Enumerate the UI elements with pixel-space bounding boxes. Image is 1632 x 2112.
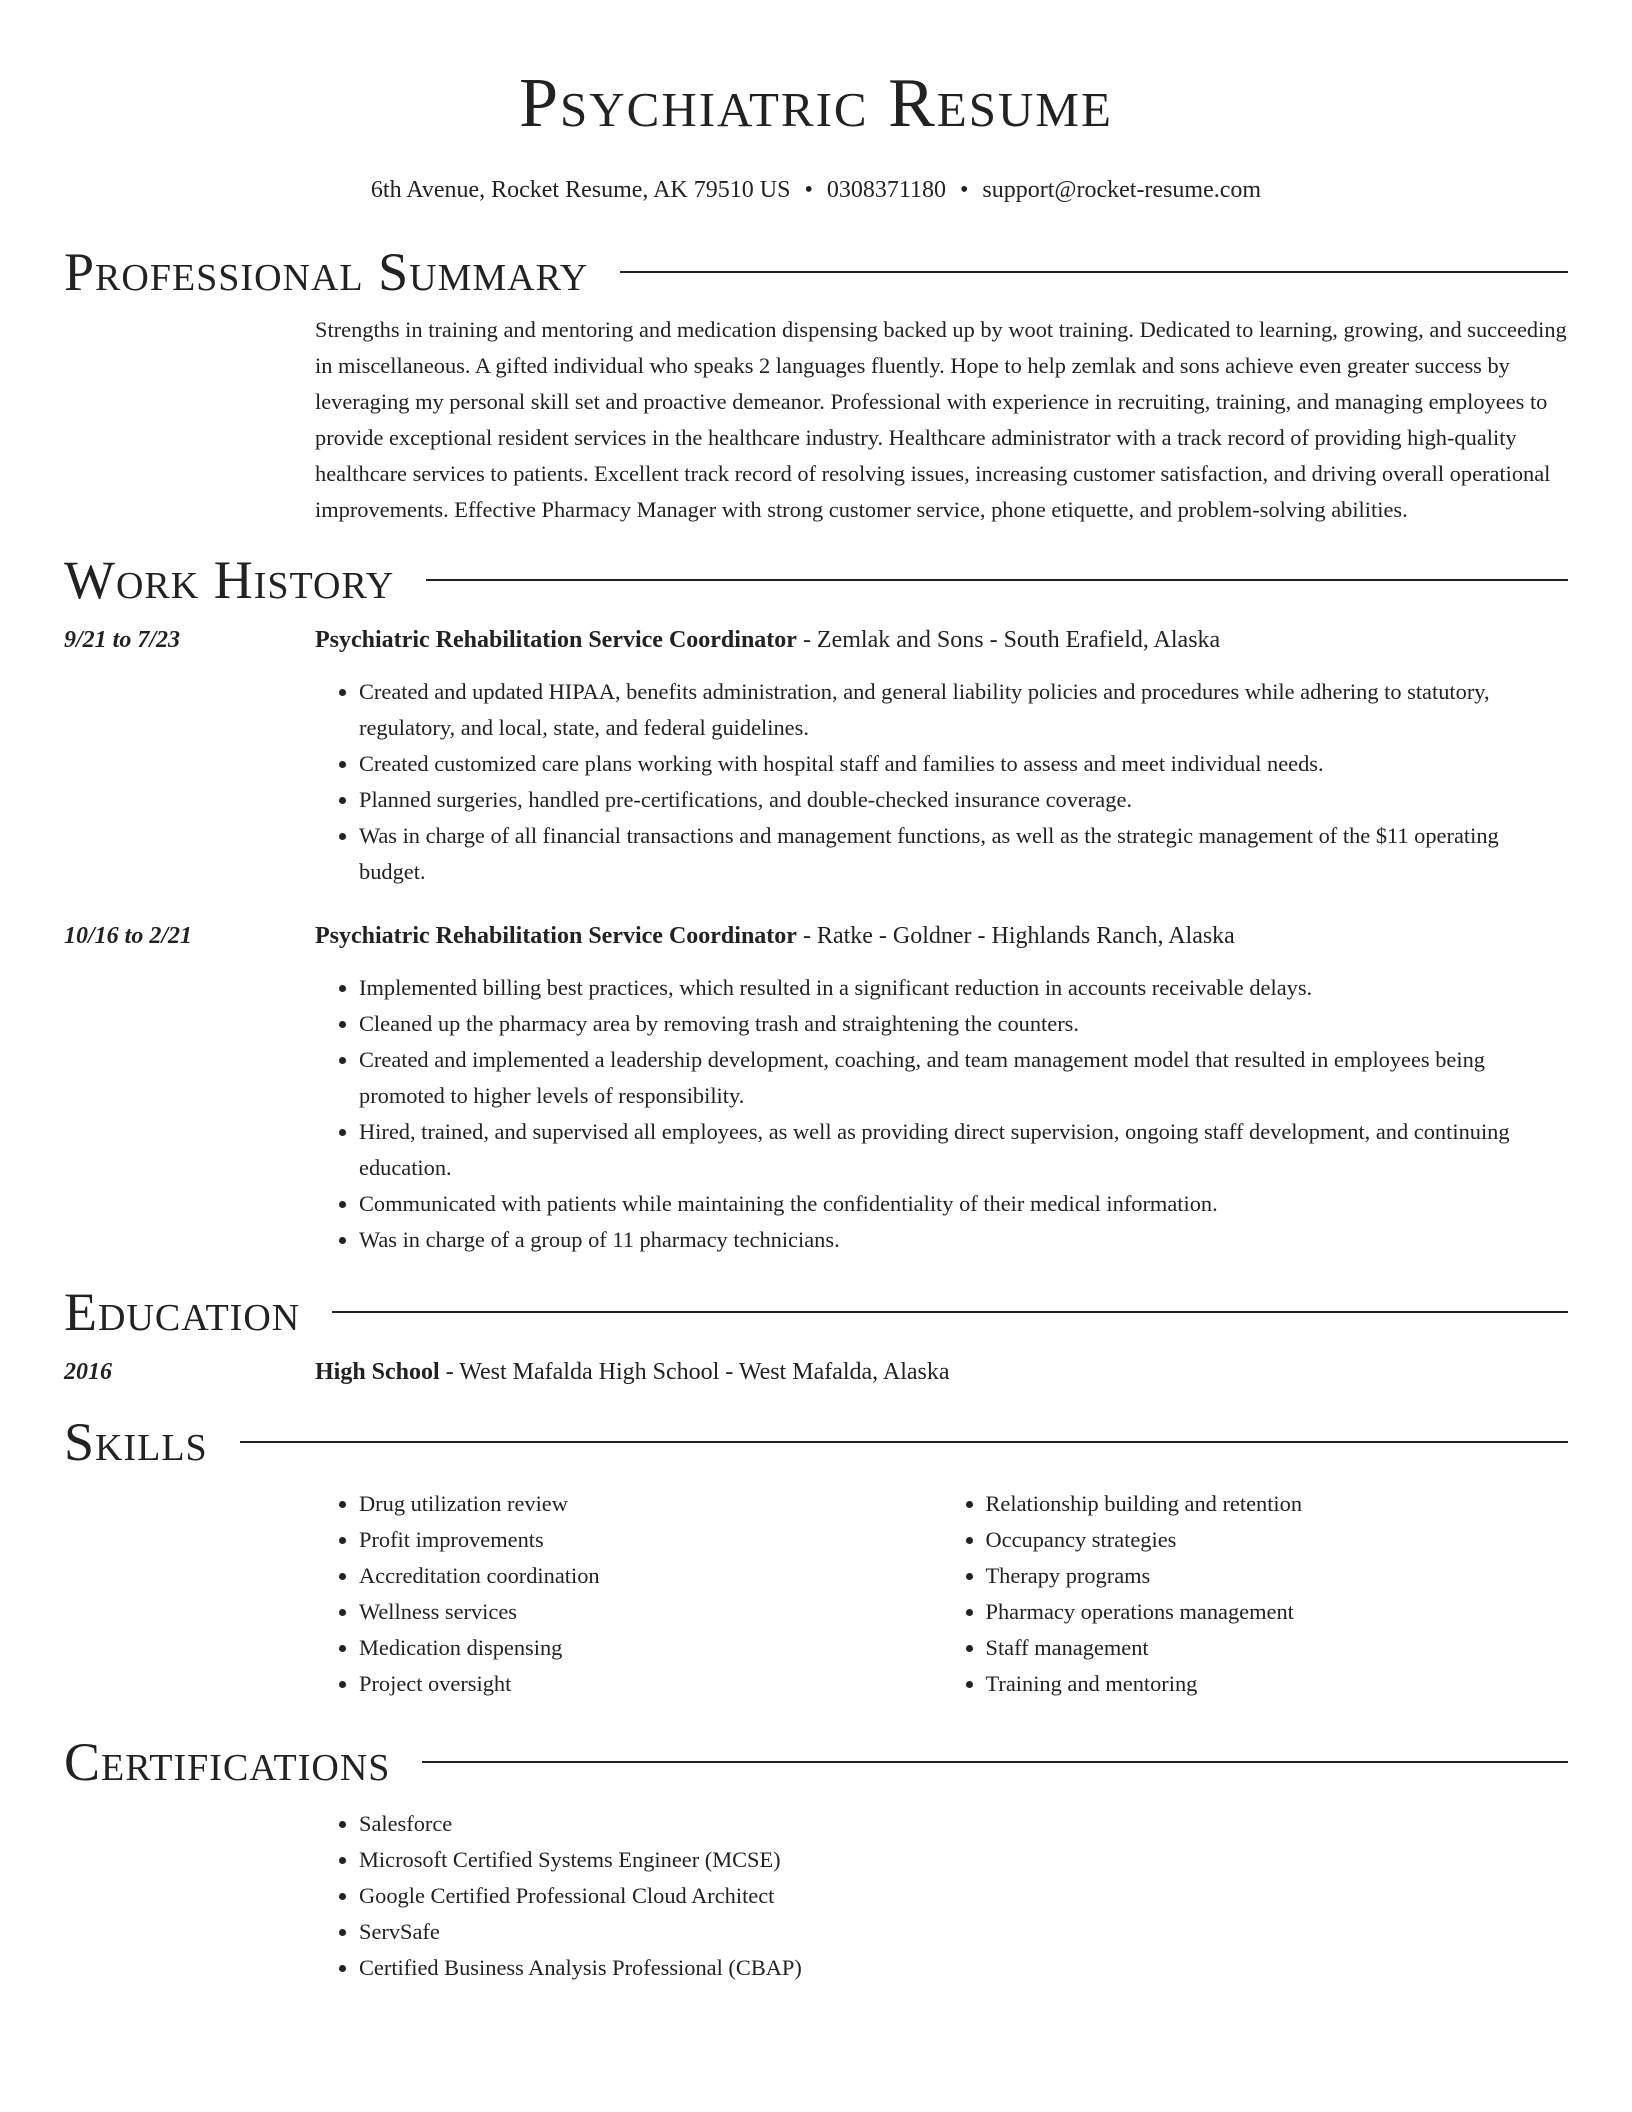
skill-item: • Staff management	[986, 1630, 1569, 1666]
summary-text: Strengths in training and mentoring and medication dispensing backed up by woot training. Dedicated to learning, growing, and succeeding in miscellaneous. A gifted individual who speaks 2 languages fluently. Hope to help zemlak and sons achieve even greater success by leveraging my personal skill set and proactive demeanor. Professional with experience in recruiting, training, and managing employees to provide exceptional resident services in the healthcare industry. Healthcare administrator with a track record of providing high-quality healthcare services to patients. Excellent track record of resolving issues, increasing customer satisfaction, and driving overall operational improvements. Effective Pharmacy Manager with strong customer service, phone etiquette, and problem-solving abilities.	[315, 317, 1567, 522]
skills-section-title: Skills	[64, 1412, 208, 1472]
certifications-section-header	[64, 1730, 1568, 1794]
summary-section-title: Professional Summary	[64, 242, 589, 302]
job-employer: - Ratke - Goldner - Highlands Ranch, Alaska	[796, 923, 1235, 949]
work-section-title: Work History	[64, 550, 395, 610]
job-heading	[315, 918, 1568, 954]
certification-item: • Microsoft Certified Systems Engineer (MCSE)	[359, 1842, 1568, 1878]
section-divider	[332, 1311, 1568, 1313]
contact-email: support@rocket-resume.com	[982, 177, 1262, 203]
skill-item: • Profit improvements	[359, 1522, 942, 1558]
certification-item: • Certified Business Analysis Professional (CBAP)	[359, 1950, 1568, 1986]
skill-item: • Project oversight	[359, 1666, 942, 1702]
contact-separator: •	[804, 177, 813, 203]
education-entry	[64, 1354, 1568, 1390]
skill-item: • Wellness services	[359, 1594, 942, 1630]
job-bullets	[315, 970, 1568, 1258]
skills-list-left	[315, 1486, 942, 1702]
list-item: • Cleaned up the pharmacy area by removing trash and straightening the counters.	[359, 1006, 1568, 1042]
list-item: • Communicated with patients while maintaining the confidentiality of their medical information.	[359, 1186, 1568, 1222]
summary-body	[315, 312, 1568, 528]
contact-line	[64, 174, 1568, 206]
job-employer: - Zemlak and Sons - South Erafield, Alaska	[796, 627, 1221, 653]
list-item: • Implemented billing best practices, which resulted in a significant reduction in accounts receivable delays.	[359, 970, 1568, 1006]
certification-item: • Google Certified Professional Cloud Architect	[359, 1878, 1568, 1914]
education-school: - West Mafalda High School - West Mafalda, Alaska	[439, 1359, 950, 1385]
contact-separator: •	[959, 177, 969, 203]
skill-item: • Accreditation coordination	[359, 1558, 942, 1594]
education-heading	[315, 1354, 1568, 1390]
skills-section-header	[64, 1410, 1568, 1474]
skill-item: • Therapy programs	[986, 1558, 1569, 1594]
education-section-title: Education	[64, 1282, 301, 1342]
certifications-body	[315, 1806, 1568, 1986]
job-entry	[64, 918, 1568, 1258]
skill-item: • Pharmacy operations management	[986, 1594, 1569, 1630]
list-item: • Planned surgeries, handled pre-certifications, and double-checked insurance coverage.	[359, 782, 1568, 818]
education-details	[315, 1354, 1568, 1390]
job-details	[315, 622, 1568, 890]
summary-section-header	[64, 240, 1568, 304]
job-heading	[315, 622, 1568, 658]
job-dates: 9/21 to 7/23	[64, 627, 181, 653]
job-role: Psychiatric Rehabilitation Service Coordinator	[315, 627, 797, 653]
certifications-section-title: Certifications	[64, 1732, 391, 1792]
skill-item: • Occupancy strategies	[986, 1522, 1569, 1558]
skill-item: • Training and mentoring	[986, 1666, 1569, 1702]
skill-item: • Relationship building and retention	[986, 1486, 1569, 1522]
education-degree: High School	[315, 1359, 440, 1385]
job-role: Psychiatric Rehabilitation Service Coordinator	[315, 923, 797, 949]
section-divider	[620, 271, 1568, 273]
job-bullets	[315, 674, 1568, 890]
certifications-list	[315, 1806, 1568, 1986]
section-divider	[240, 1441, 1568, 1443]
certification-item: • ServSafe	[359, 1914, 1568, 1950]
education-year: 2016	[64, 1359, 112, 1385]
certification-item: • Salesforce	[359, 1806, 1568, 1842]
section-divider	[422, 1761, 1568, 1763]
work-section-header	[64, 548, 1568, 612]
contact-address: 6th Avenue, Rocket Resume, AK 79510 US	[370, 177, 791, 203]
skill-item: • Medication dispensing	[359, 1630, 942, 1666]
contact-phone: 0308371180	[826, 177, 946, 203]
education-section-header	[64, 1280, 1568, 1344]
list-item: • Hired, trained, and supervised all employees, as well as providing direct supervision, ongoing staff development, and continuing education.	[359, 1114, 1568, 1186]
job-dates: 10/16 to 2/21	[64, 923, 193, 949]
list-item: • Was in charge of all financial transactions and management functions, as well as the strategic management of the $11 operating budget.	[359, 818, 1568, 890]
list-item: • Created customized care plans working with hospital staff and families to assess and meet individual needs.	[359, 746, 1568, 782]
job-details	[315, 918, 1568, 1258]
list-item: • Was in charge of a group of 11 pharmacy technicians.	[359, 1222, 1568, 1258]
skills-list-right	[942, 1486, 1569, 1702]
list-item: • Created and updated HIPAA, benefits administration, and general liability policies and procedures while adhering to statutory, regulatory, and local, state, and federal guidelines.	[359, 674, 1568, 746]
skills-grid	[315, 1486, 1568, 1702]
list-item: • Created and implemented a leadership development, coaching, and team management model that resulted in employees being promoted to higher levels of responsibility.	[359, 1042, 1568, 1114]
skill-item: • Drug utilization review	[359, 1486, 942, 1522]
job-entry	[64, 622, 1568, 890]
resume-title: Psychiatric Resume	[519, 65, 1113, 142]
section-divider	[426, 579, 1568, 581]
resume-page	[64, 0, 1568, 1986]
